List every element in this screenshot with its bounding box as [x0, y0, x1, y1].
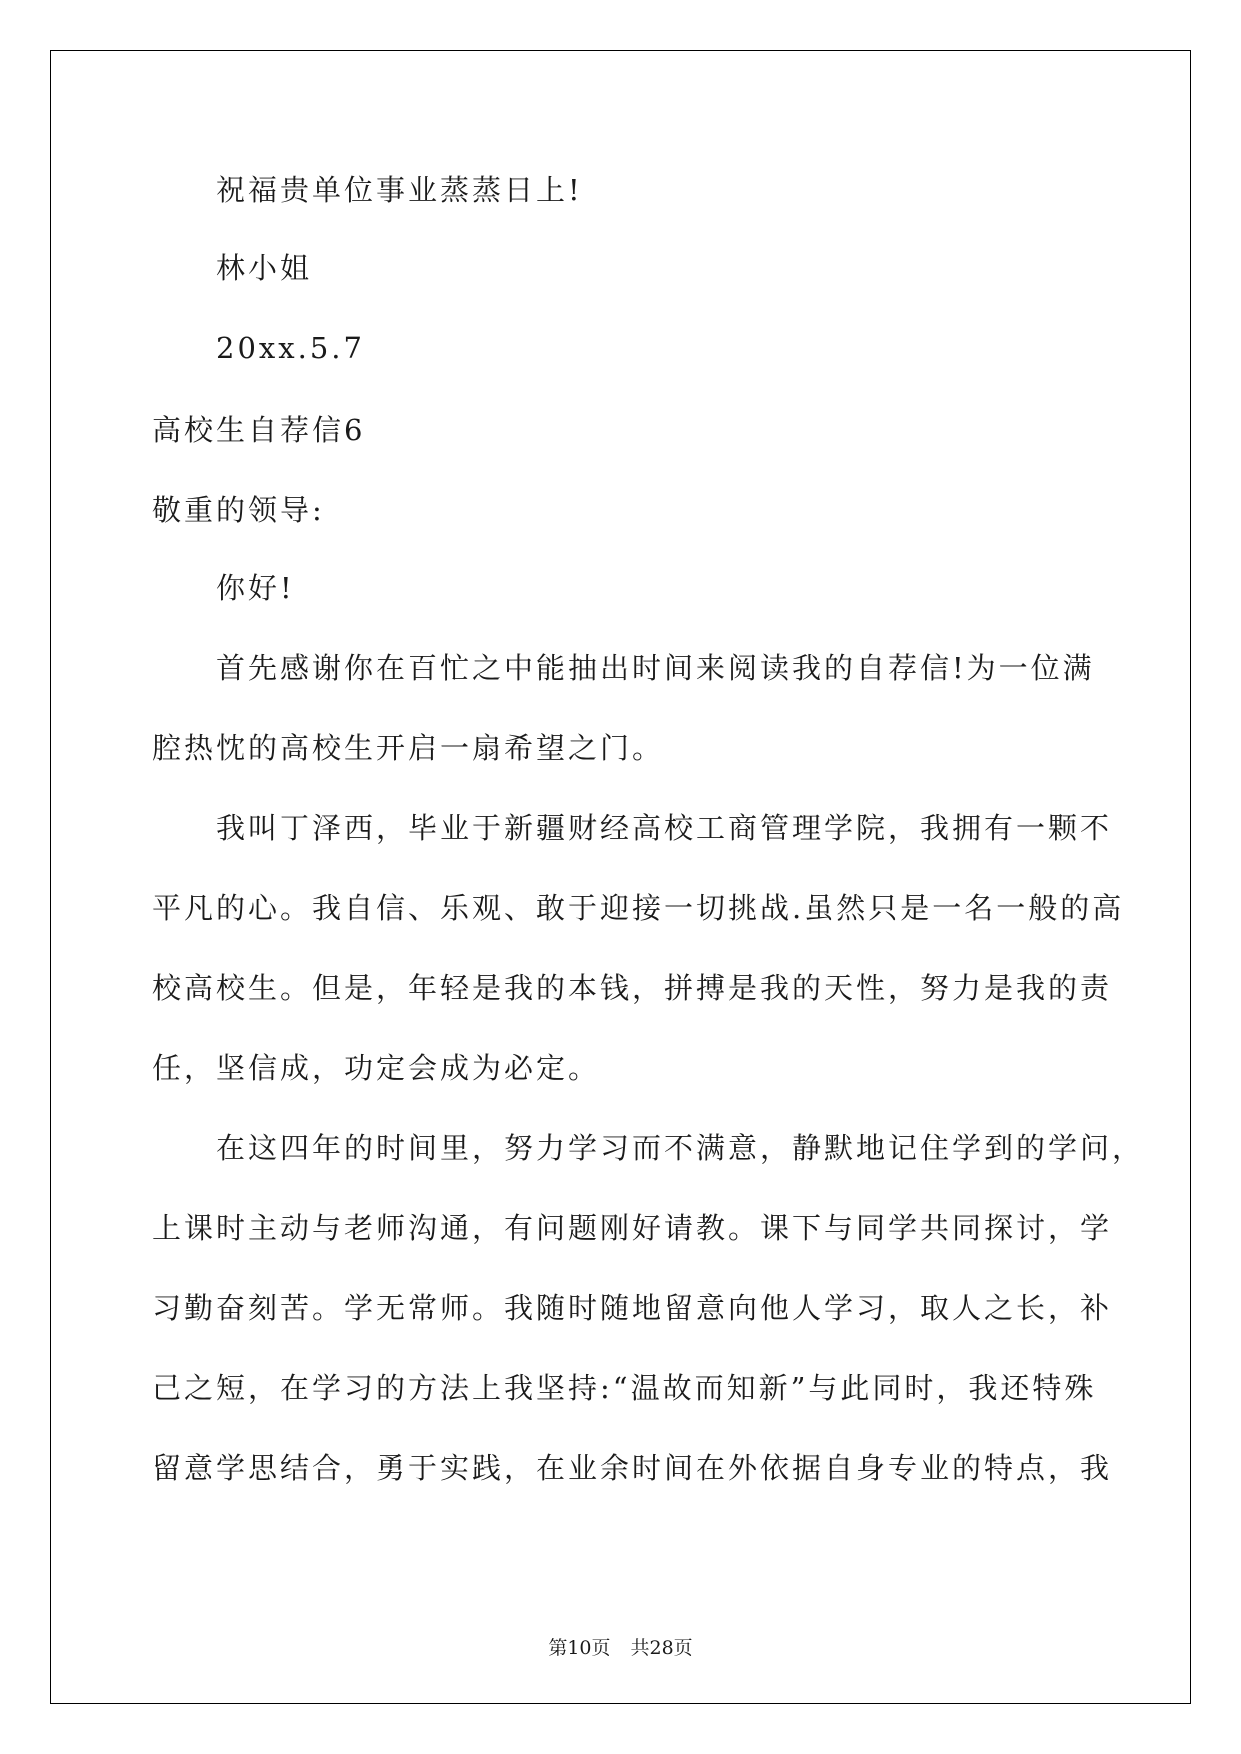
page-footer [0, 1636, 1241, 1660]
text-line: 我叫丁泽西，毕业于新疆财经高校工商管理学院，我拥有一颗不 [216, 811, 1113, 845]
text-line: 上课时主动与老师沟通，有问题刚好请教。课下与同学共同探讨，学 [152, 1211, 1113, 1245]
text-line: 任，坚信成，功定会成为必定。 [152, 1051, 601, 1085]
text-line: 习勤奋刻苦。学无常师。我随时随地留意向他人学习，取人之长，补 [152, 1291, 1113, 1325]
text-line: 己之短，在学习的方法上我坚持:“温故而知新”与此同时，我还特殊 [152, 1371, 1097, 1405]
text-line: 高校生自荐信6 [152, 413, 366, 447]
page-total: 共28页 [630, 1637, 693, 1659]
text-line: 首先感谢你在百忙之中能抽出时间来阅读我的自荐信!为一位满 [216, 651, 1095, 685]
text-line: 腔热忱的高校生开启一扇希望之门。 [152, 731, 665, 765]
text-line: 在这四年的时间里，努力学习而不满意，静默地记住学到的学问， [216, 1131, 1145, 1165]
text-line: 校高校生。但是，年轻是我的本钱，拼搏是我的天性，努力是我的责 [152, 971, 1113, 1005]
text-line: 平凡的心。我自信、乐观、敢于迎接一切挑战.虽然只是一名一般的高 [152, 891, 1125, 925]
text-line: 林小姐 [216, 251, 313, 285]
text-line: 你好! [216, 571, 295, 605]
text-line: 敬重的领导: [152, 493, 325, 527]
text-line: 留意学思结合，勇于实践，在业余时间在外依据自身专业的特点，我 [152, 1451, 1113, 1485]
page-number: 第10页 [548, 1637, 611, 1659]
text-line: 祝福贵单位事业蒸蒸日上! [216, 173, 583, 207]
text-line: 20xx.5.7 [216, 331, 365, 365]
